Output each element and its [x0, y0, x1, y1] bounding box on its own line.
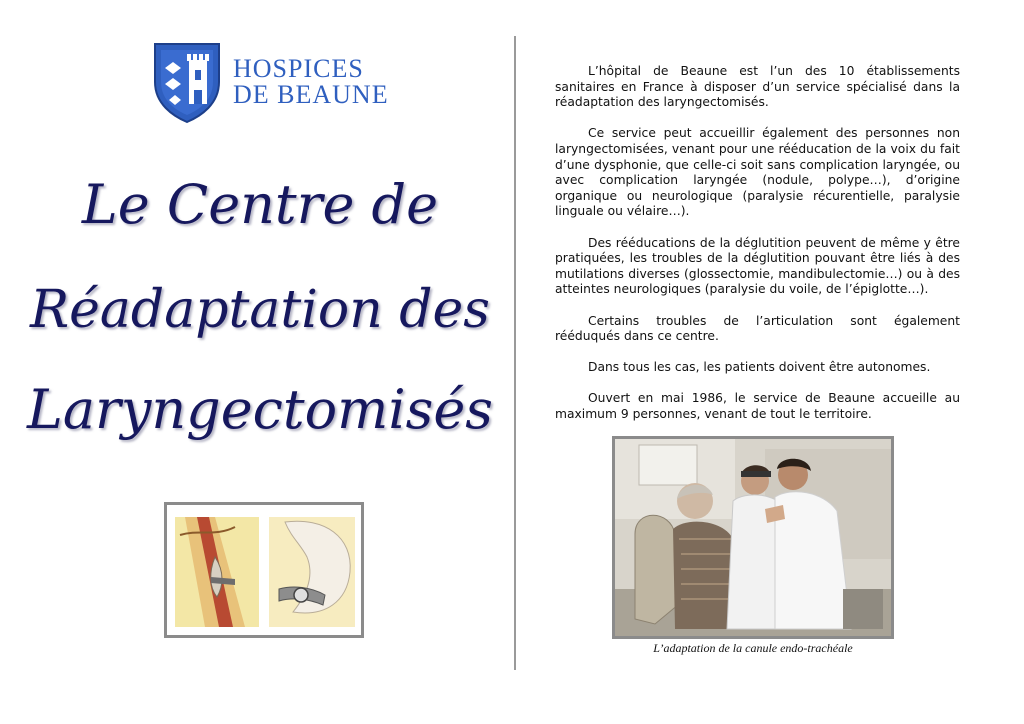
shield-tower-icon — [153, 42, 221, 124]
paragraph-3: Des rééducations de la déglutition peuvent de même y être pratiquées, les troubles de la déglutition pouvant être liés à des mutilations diverses (glossectomie, mandibulectomie…) ou à des atteintes neurologiques (paralysie du voile, de l’épiglotte…). — [555, 235, 960, 297]
paragraph-2: Ce service peut accueillir également des personnes non laryngectomisées, venant pour une rééducation de la voix du fait d’une dysphonie, que celle-ci soit sans complication laryngée, ou avec complication laryngée (nodule, polype…), d’origine organique ou neurologique (paralysie récurentielle, paralysie linguale ou vélaire…). — [555, 126, 960, 219]
paragraph-6: Ouvert en mai 1986, le service de Beaune accueille au maximum 9 personnes, venant de tout le territoire. — [555, 391, 960, 422]
logo-line-2: DE BEAUNE — [233, 80, 389, 109]
photo-caption: L’adaptation de la canule endo-trachéale — [653, 641, 853, 655]
anatomy-illustration — [164, 502, 364, 638]
hospices-logo — [153, 42, 398, 126]
title-line-1: Le Centre de — [81, 173, 439, 236]
body-text — [555, 64, 960, 438]
title-line-2: Réadaptation des — [29, 280, 490, 340]
column-divider — [514, 36, 516, 670]
paragraph-4: Certains troubles de l’articulation sont également rééduqués dans ce centre. — [555, 313, 960, 344]
title-line-3: Laryngectomisés — [27, 378, 493, 441]
logo-line-1: HOSPICES — [233, 54, 364, 83]
paragraph-5: Dans tous les cas, les patients doivent être autonomes. — [588, 360, 931, 375]
clinic-photo — [612, 436, 894, 639]
paragraph-1: L’hôpital de Beaune est l’un des 10 établissements sanitaires en France à disposer d’un service spécialisé dans la réadaptation des laryngectomisés. — [555, 64, 960, 110]
